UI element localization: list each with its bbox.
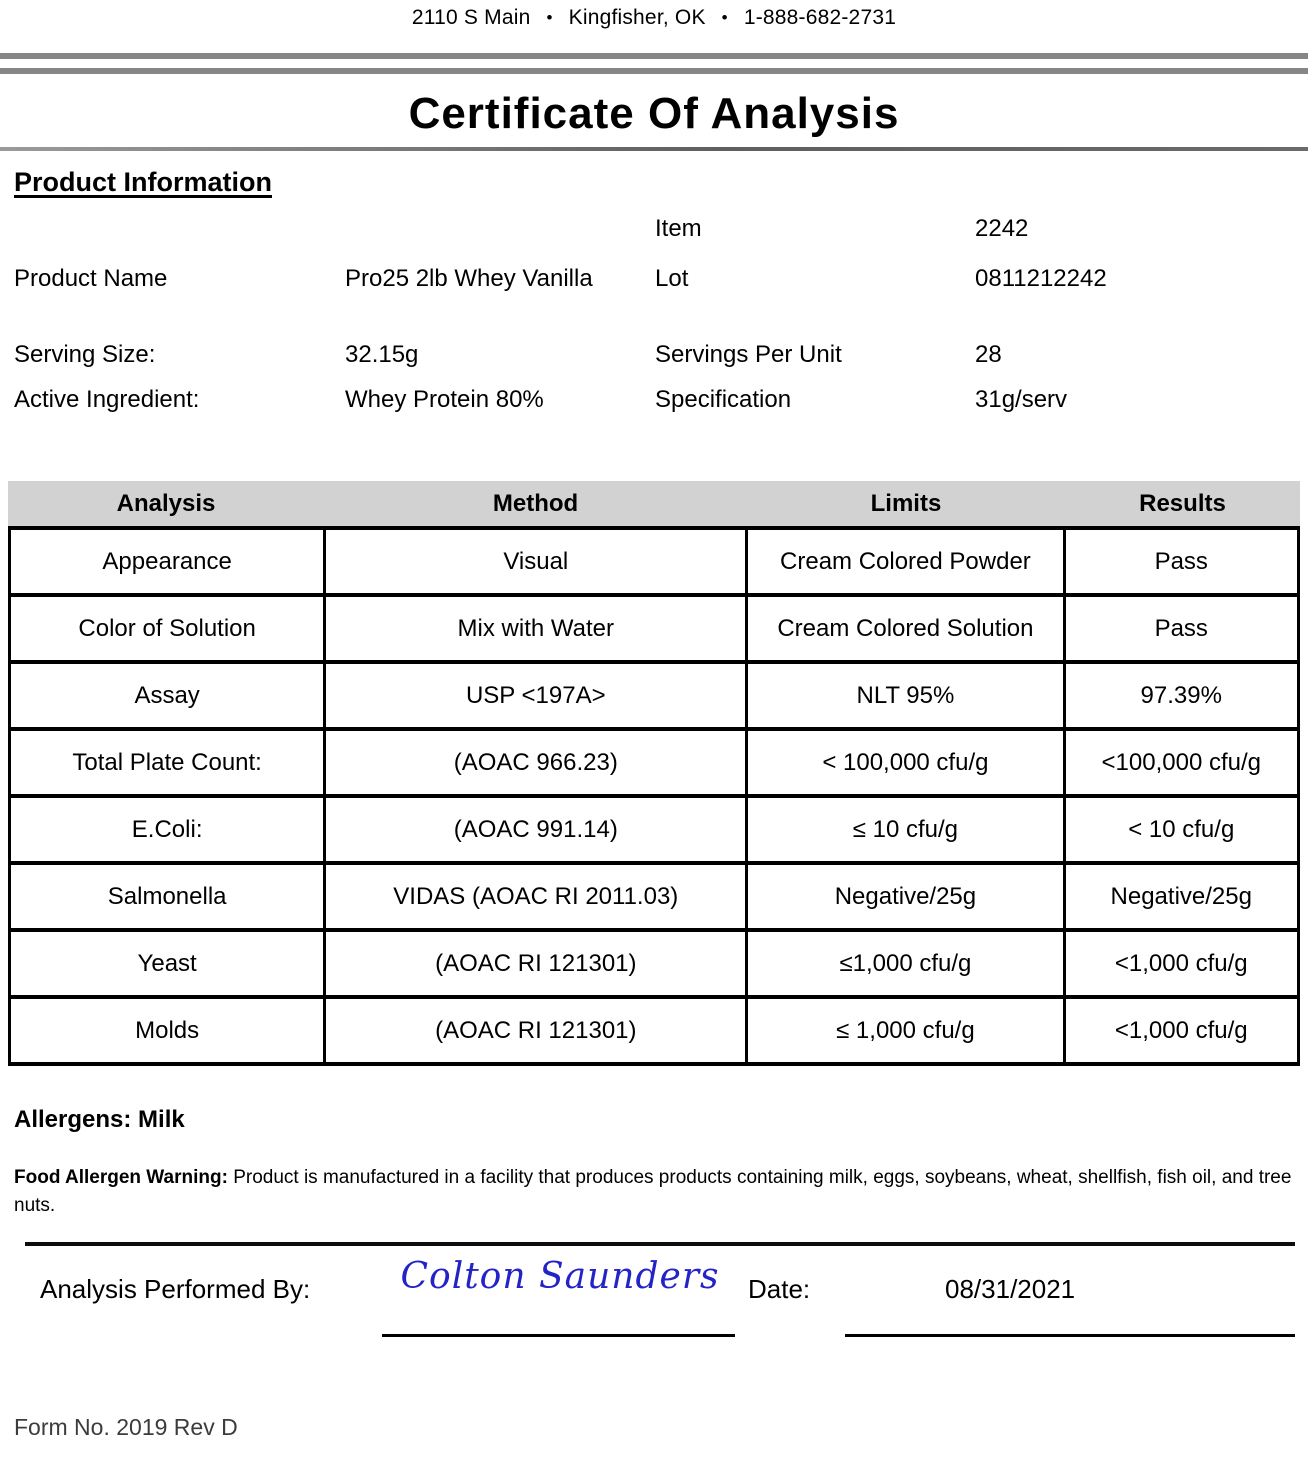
table-row	[10, 595, 1299, 662]
analysis-cell: Appearance	[10, 528, 325, 595]
form-number: Form No. 2019 Rev D	[14, 1414, 238, 1440]
limits-cell: ≤1,000 cfu/g	[747, 930, 1064, 997]
method-cell: (AOAC RI 121301)	[325, 997, 747, 1064]
date-label: Date:	[748, 1274, 811, 1304]
warning-text: Product is manufactured in a facility that produces products containing milk, eggs, soybeans, wheat, shellfish, fish oil, and tree nuts.	[14, 1167, 1292, 1216]
method-cell: (AOAC 991.14)	[325, 796, 747, 863]
field-value: Pro25 2lb Whey Vanilla	[345, 265, 593, 292]
product-info-row	[0, 341, 1308, 369]
field-value: Whey Protein 80%	[345, 386, 544, 413]
field-label: Lot	[655, 265, 689, 292]
field-label: Serving Size:	[14, 341, 156, 368]
results-cell: Pass	[1064, 595, 1298, 662]
analysis-cell: Total Plate Count:	[10, 729, 325, 796]
document-title: Certificate Of Analysis	[408, 89, 900, 138]
date-value: 08/31/2021	[945, 1274, 1076, 1304]
field-label: Item	[655, 215, 702, 242]
table-row	[10, 930, 1299, 997]
method-cell: (AOAC 966.23)	[325, 729, 747, 796]
table-row	[10, 729, 1299, 796]
field-label: Product Name	[14, 265, 168, 292]
results-cell: <100,000 cfu/g	[1064, 729, 1298, 796]
warning-label: Food Allergen Warning:	[14, 1167, 228, 1188]
table-header-row	[8, 481, 1300, 526]
divider-bar-bottom	[0, 68, 1308, 74]
table-row	[10, 796, 1299, 863]
limits-cell: Cream Colored Powder	[747, 528, 1064, 595]
performed-by-label: Analysis Performed By:	[40, 1274, 311, 1304]
limits-cell: Cream Colored Solution	[747, 595, 1064, 662]
table-row	[10, 528, 1299, 595]
analysis-cell: Color of Solution	[10, 595, 325, 662]
method-cell: Mix with Water	[325, 595, 747, 662]
table-row	[10, 997, 1299, 1064]
company-address-line	[0, 0, 1308, 30]
results-cell: <1,000 cfu/g	[1064, 997, 1298, 1064]
header-divider	[0, 53, 1308, 74]
method-cell: USP <197A>	[325, 662, 747, 729]
title-underline-rule	[0, 147, 1308, 151]
product-info-row	[0, 386, 1308, 414]
limits-cell: NLT 95%	[747, 662, 1064, 729]
field-value: 31g/serv	[975, 386, 1068, 413]
field-label: Active Ingredient:	[14, 386, 200, 413]
food-allergen-warning	[14, 1164, 1294, 1220]
address-street: 2110 S Main	[411, 6, 531, 29]
table-row	[10, 863, 1299, 930]
method-cell: VIDAS (AOAC RI 2011.03)	[325, 863, 747, 930]
analysis-cell: E.Coli:	[10, 796, 325, 863]
product-information-heading: Product Information	[14, 167, 272, 197]
field-value: 32.15g	[345, 341, 419, 368]
field-value: 0811212242	[975, 265, 1107, 292]
column-header-results: Results	[1139, 489, 1226, 517]
field-label: Servings Per Unit	[655, 341, 842, 368]
results-cell: Negative/25g	[1064, 863, 1298, 930]
allergens-statement: Allergens: Milk	[14, 1106, 185, 1133]
analyst-signature: Colton Saunders	[400, 1256, 720, 1297]
results-cell: Pass	[1064, 528, 1298, 595]
product-info-row	[0, 265, 1308, 293]
field-value: 2242	[975, 215, 1029, 242]
results-cell: < 10 cfu/g	[1064, 796, 1298, 863]
analysis-cell: Molds	[10, 997, 325, 1064]
limits-cell: ≤ 10 cfu/g	[747, 796, 1064, 863]
results-cell: 97.39%	[1064, 662, 1298, 729]
column-header-limits: Limits	[870, 489, 942, 517]
analysis-table-section	[8, 481, 1300, 1066]
field-value: 28	[975, 341, 1002, 368]
date-underline	[845, 1334, 1295, 1337]
field-label	[14, 215, 345, 243]
limits-cell: ≤ 1,000 cfu/g	[747, 997, 1064, 1064]
table-row	[10, 662, 1299, 729]
limits-cell: Negative/25g	[747, 863, 1064, 930]
signature-underline	[382, 1334, 735, 1337]
field-label: Specification	[655, 386, 792, 413]
column-header-method: Method	[492, 489, 579, 517]
limits-cell: < 100,000 cfu/g	[747, 729, 1064, 796]
product-info-row	[0, 215, 1308, 243]
field-value	[345, 215, 655, 243]
bullet-separator: •	[721, 8, 728, 27]
analysis-cell: Salmonella	[10, 863, 325, 930]
analysis-results-table	[8, 526, 1300, 1066]
results-cell: <1,000 cfu/g	[1064, 930, 1298, 997]
method-cell: (AOAC RI 121301)	[325, 930, 747, 997]
column-header-analysis: Analysis	[116, 489, 216, 517]
bullet-separator: •	[546, 8, 553, 27]
address-city: Kingfisher, OK	[568, 6, 706, 29]
address-phone: 1-888-682-2731	[743, 6, 897, 29]
analysis-cell: Yeast	[10, 930, 325, 997]
signature-block	[0, 1246, 1308, 1450]
method-cell: Visual	[325, 528, 747, 595]
analysis-cell: Assay	[10, 662, 325, 729]
